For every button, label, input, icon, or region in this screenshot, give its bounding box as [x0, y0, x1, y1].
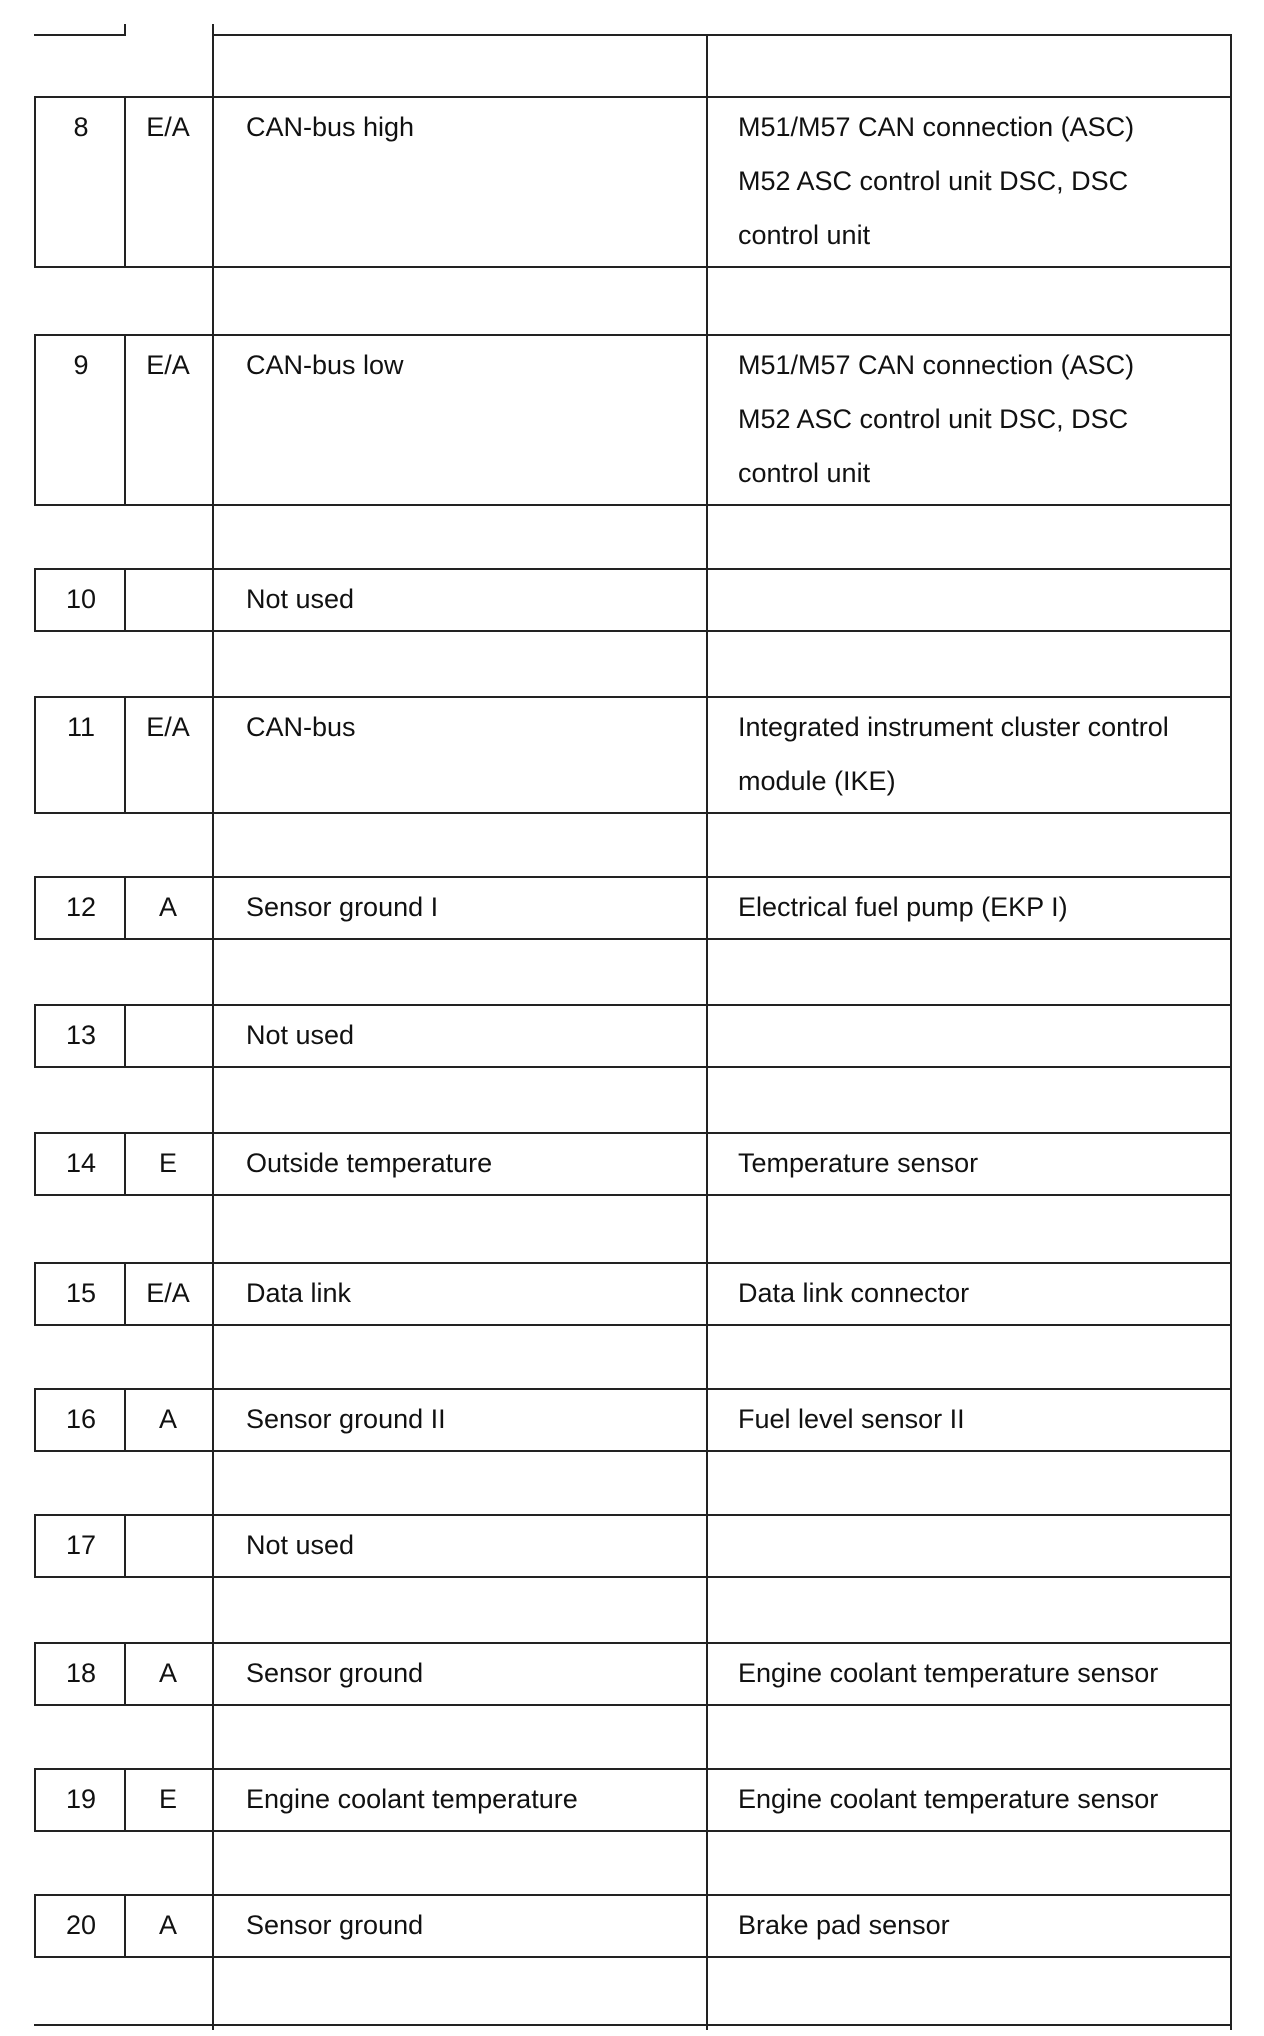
pin-number: 15	[65, 1278, 97, 1308]
pin-number: 19	[65, 1784, 97, 1814]
column-divider	[212, 630, 214, 696]
pin-number: 13	[65, 1020, 97, 1050]
pin-number: 20	[65, 1910, 97, 1940]
column-divider	[212, 334, 214, 504]
column-divider	[706, 1894, 708, 1956]
column-divider	[706, 1768, 708, 1830]
connection-text: M51/M57 CAN connection (ASC)	[738, 112, 1135, 142]
connection-text: control unit	[738, 458, 871, 488]
signal-direction: A	[158, 892, 177, 922]
column-divider	[706, 96, 708, 266]
pin-number: 12	[65, 892, 97, 922]
connection-text: Data link connector	[738, 1278, 970, 1308]
column-divider	[1230, 568, 1232, 630]
column-divider	[706, 876, 708, 938]
column-divider	[212, 96, 214, 266]
column-divider	[706, 1324, 708, 1388]
column-divider	[212, 1388, 214, 1450]
column-divider	[212, 1956, 214, 2030]
column-divider	[706, 1450, 708, 1514]
pin-number: 18	[65, 1658, 97, 1688]
column-divider	[1230, 1194, 1232, 1262]
column-divider	[1230, 1514, 1232, 1576]
column-divider	[212, 1830, 214, 1894]
column-divider	[212, 1262, 214, 1324]
column-divider	[212, 1894, 214, 1956]
signal-name: CAN-bus	[246, 712, 356, 742]
column-divider	[212, 1768, 214, 1830]
column-divider	[212, 1450, 214, 1514]
column-divider	[212, 812, 214, 876]
column-divider	[706, 1576, 708, 1642]
column-divider	[706, 1642, 708, 1704]
connection-text: Fuel level sensor II	[738, 1404, 965, 1434]
connection-text: Temperature sensor	[738, 1148, 979, 1178]
signal-name: Sensor ground	[246, 1658, 424, 1688]
column-divider	[706, 568, 708, 630]
connection-text: Engine coolant temperature sensor	[738, 1658, 1159, 1688]
column-divider	[706, 1956, 708, 2030]
column-divider	[1230, 34, 1232, 96]
column-divider	[212, 1704, 214, 1768]
signal-direction: E/A	[146, 1278, 190, 1308]
signal-direction: E/A	[146, 712, 190, 742]
column-divider	[212, 266, 214, 334]
pin-number: 10	[65, 584, 97, 614]
column-divider	[1230, 812, 1232, 876]
column-divider	[706, 1194, 708, 1262]
signal-direction: A	[158, 1658, 177, 1688]
column-divider	[212, 1066, 214, 1132]
column-divider	[706, 812, 708, 876]
column-divider	[212, 1132, 214, 1194]
signal-direction: E	[158, 1784, 177, 1814]
signal-name: CAN-bus high	[246, 112, 415, 142]
column-divider	[1230, 1066, 1232, 1132]
signal-name: Not used	[246, 1530, 355, 1560]
column-divider	[1230, 1324, 1232, 1388]
column-divider	[1230, 1576, 1232, 1642]
row-divider	[212, 34, 1230, 36]
signal-name: Outside temperature	[246, 1148, 493, 1178]
pin-number: 11	[66, 712, 96, 742]
connection-text: Brake pad sensor	[738, 1910, 950, 1940]
connection-text: control unit	[738, 220, 871, 250]
column-divider	[1230, 630, 1232, 696]
column-divider	[124, 24, 126, 36]
column-divider	[706, 630, 708, 696]
signal-direction: E/A	[146, 112, 190, 142]
pin-number: 16	[65, 1404, 97, 1434]
column-divider	[706, 266, 708, 334]
connection-text: M52 ASC control unit DSC, DSC	[738, 166, 1129, 196]
column-divider	[1230, 938, 1232, 1004]
signal-name: Sensor ground II	[246, 1404, 446, 1434]
signal-name: Sensor ground I	[246, 892, 439, 922]
column-divider	[706, 34, 708, 96]
signal-name: Data link	[246, 1278, 352, 1308]
column-divider	[706, 334, 708, 504]
column-divider	[706, 1388, 708, 1450]
column-divider	[1230, 1450, 1232, 1514]
signal-name: Sensor ground	[246, 1910, 424, 1940]
column-divider	[1230, 504, 1232, 568]
connection-text: module (IKE)	[738, 766, 896, 796]
column-divider	[1230, 1704, 1232, 1768]
column-divider	[706, 1704, 708, 1768]
column-divider	[212, 504, 214, 568]
connection-text: Integrated instrument cluster control	[738, 712, 1169, 742]
column-divider	[706, 938, 708, 1004]
column-divider	[212, 938, 214, 1004]
column-divider	[212, 1642, 214, 1704]
pin-number: 14	[65, 1148, 97, 1178]
signal-direction: A	[158, 1404, 177, 1434]
column-divider	[1230, 1956, 1232, 2030]
column-divider	[706, 1066, 708, 1132]
signal-direction: E	[158, 1148, 177, 1178]
signal-name: CAN-bus low	[246, 350, 404, 380]
signal-direction: A	[158, 1910, 177, 1940]
signal-name: Not used	[246, 1020, 355, 1050]
column-divider	[212, 1194, 214, 1262]
column-divider	[212, 1576, 214, 1642]
column-divider	[706, 1514, 708, 1576]
column-divider	[212, 876, 214, 938]
column-divider	[212, 1514, 214, 1576]
connection-text: Engine coolant temperature sensor	[738, 1784, 1159, 1814]
column-divider	[1230, 266, 1232, 334]
column-divider	[706, 504, 708, 568]
column-divider	[212, 1324, 214, 1388]
column-divider	[706, 696, 708, 812]
column-divider	[212, 696, 214, 812]
column-divider	[212, 1004, 214, 1066]
pin-number: 9	[73, 350, 89, 380]
connection-text: Electrical fuel pump (EKP I)	[738, 892, 1068, 922]
row-divider	[34, 34, 126, 36]
column-divider	[706, 1004, 708, 1066]
column-divider	[706, 1262, 708, 1324]
connection-text: M52 ASC control unit DSC, DSC	[738, 404, 1129, 434]
signal-name: Engine coolant temperature	[246, 1784, 578, 1814]
column-divider	[1230, 1004, 1232, 1066]
column-divider	[706, 1132, 708, 1194]
row-divider	[34, 2024, 1232, 2026]
signal-name: Not used	[246, 584, 355, 614]
column-divider	[706, 1830, 708, 1894]
pin-number: 8	[73, 112, 89, 142]
signal-direction: E/A	[146, 350, 190, 380]
connection-text: M51/M57 CAN connection (ASC)	[738, 350, 1135, 380]
column-divider	[212, 568, 214, 630]
column-divider	[1230, 1830, 1232, 1894]
pin-number: 17	[65, 1530, 97, 1560]
